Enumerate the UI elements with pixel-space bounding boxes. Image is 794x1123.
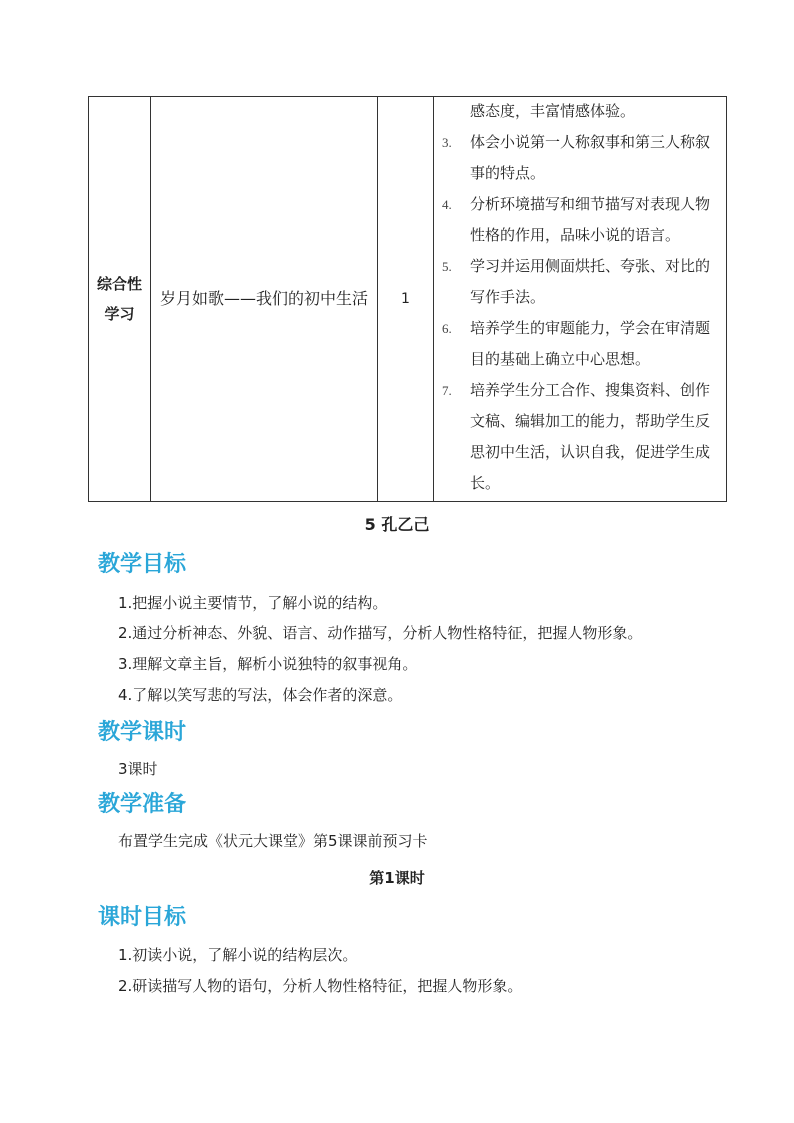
list-item <box>440 313 720 375</box>
hours-value: 1 <box>401 291 410 307</box>
topic-cell <box>151 97 378 502</box>
section-heading-goals: 教学目标 <box>98 552 187 577</box>
category-label: 综合性学习 <box>96 275 142 323</box>
goal-item: 2.通过分析神态、外貌、语言、动作描写，分析人物性格特征，把握人物形象。 <box>118 624 643 642</box>
section-heading-hours: 教学课时 <box>98 720 187 745</box>
period-goal-item: 2.研读描写人物的语句，分析人物性格特征，把握人物形象。 <box>118 977 523 995</box>
topic-label: 岁月如歌——我们的初中生活 <box>159 289 368 308</box>
lesson-title: 5 孔乙己 <box>364 515 430 534</box>
item-number: 7. <box>442 383 452 398</box>
hours-cell <box>378 97 434 502</box>
table-row <box>89 97 727 502</box>
goal-item: 1.把握小说主要情节，了解小说的结构。 <box>118 594 388 612</box>
section-heading-period-goals: 课时目标 <box>98 905 187 930</box>
section-heading-prep: 教学准备 <box>98 792 187 817</box>
unit-plan-table <box>88 96 727 502</box>
objective-list <box>440 127 720 499</box>
item-number: 3. <box>442 135 452 150</box>
goal-item: 4.了解以笑写悲的写法，体会作者的深意。 <box>118 686 403 704</box>
period-goal-item: 1.初读小说，了解小说的结构层次。 <box>118 946 358 964</box>
objective-continued: 感态度，丰富情感体验。 <box>470 102 636 120</box>
item-number: 4. <box>442 197 452 212</box>
goal-item: 3.理解文章主旨，解析小说独特的叙事视角。 <box>118 655 418 673</box>
list-item <box>440 375 720 499</box>
item-text: 培养学生分工合作、搜集资料、创作文稿、编辑加工的能力，帮助学生反思初中生活，认识自我，促进学生成长。 <box>470 381 711 492</box>
item-text: 培养学生的审题能力，学会在审清题目的基础上确立中心思想。 <box>470 319 711 368</box>
prep-text: 布置学生完成《状元大课堂》第5课课前预习卡 <box>118 832 428 850</box>
category-cell <box>89 97 151 502</box>
item-text: 学习并运用侧面烘托、夸张、对比的写作手法。 <box>470 257 711 306</box>
item-number: 5. <box>442 259 452 274</box>
list-item <box>440 251 720 313</box>
hours-text: 3课时 <box>118 760 158 778</box>
item-text: 体会小说第一人称叙事和第三人称叙事的特点。 <box>470 133 711 182</box>
item-number: 6. <box>442 321 452 336</box>
objectives-cell <box>434 97 727 502</box>
item-text: 分析环境描写和细节描写对表现人物性格的作用，品味小说的语言。 <box>470 195 711 244</box>
list-item <box>440 127 720 189</box>
period-title: 第1课时 <box>369 869 425 887</box>
list-item <box>440 189 720 251</box>
